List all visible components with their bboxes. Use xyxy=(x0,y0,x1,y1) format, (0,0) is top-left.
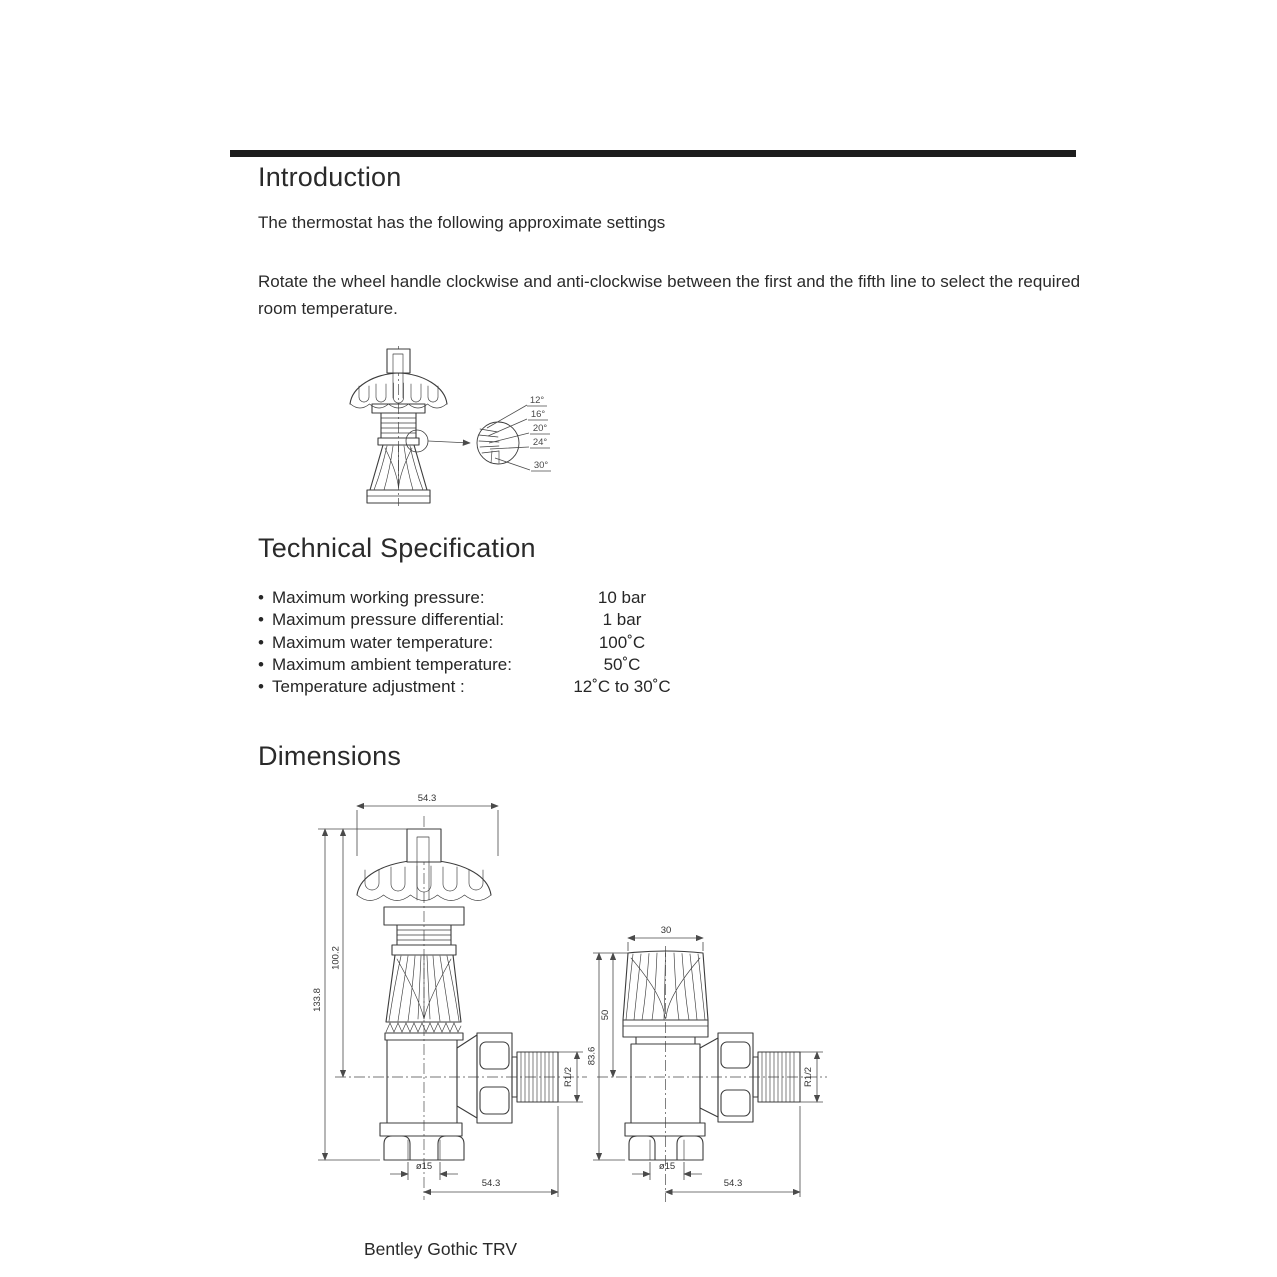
dim-left-height-to-center: 100.2 xyxy=(330,946,342,970)
temp-label-16: 16° xyxy=(530,409,546,420)
figure-caption: Bentley Gothic TRV xyxy=(364,1239,518,1259)
spec-row xyxy=(258,632,738,654)
section-heading-dimensions: Dimensions xyxy=(258,741,402,771)
intro-paragraph-1: The thermostat has the following approximate settings xyxy=(258,213,666,232)
dim-right-depth: 54.3 xyxy=(723,1178,743,1189)
trv-head-drawing xyxy=(350,346,470,506)
spec-row xyxy=(258,609,738,631)
intro-paragraph-2: Rotate the wheel handle clockwise and anti-clockwise between the first and the fifth line to select the required room temperature. xyxy=(258,272,1081,318)
temp-label-20: 20° xyxy=(532,423,548,434)
spec-value: 50˚C xyxy=(603,654,641,674)
spec-label: Maximum pressure differential: xyxy=(272,610,505,630)
spec-row xyxy=(258,587,738,609)
spec-value: 10 bar xyxy=(597,588,647,607)
spec-row xyxy=(258,654,738,676)
dim-left-thread: R1/2 xyxy=(563,1066,574,1088)
temp-scale-labels xyxy=(527,395,551,471)
dim-left-width-top: 54.3 xyxy=(417,793,437,804)
spec-row xyxy=(258,676,738,698)
dim-right-width-top: 30 xyxy=(660,925,672,936)
spec-value: 12˚C to 30˚C xyxy=(573,677,671,697)
dim-left-depth: 54.3 xyxy=(481,1178,501,1189)
spec-value: 1 bar xyxy=(602,610,642,630)
bullet: • xyxy=(258,654,264,674)
spec-label: Maximum ambient temperature: xyxy=(272,654,512,674)
dimension-figure-lockshield xyxy=(585,920,830,1208)
dim-right-height-total: 83.6 xyxy=(586,1046,598,1066)
spec-list xyxy=(258,587,738,698)
temp-label-30: 30° xyxy=(533,460,549,471)
dim-left-height-total: 133.8 xyxy=(312,988,323,1012)
bullet: • xyxy=(258,588,264,607)
temp-label-24: 24° xyxy=(532,437,548,448)
section-heading-technical-specification: Technical Specification xyxy=(258,533,536,563)
intro-figure-trv-head xyxy=(340,344,570,514)
top-rule xyxy=(230,150,1076,157)
bullet: • xyxy=(258,632,264,652)
bullet: • xyxy=(258,677,264,697)
dimension-figure-trv xyxy=(300,788,600,1208)
dim-right-knob-height: 50 xyxy=(600,1009,611,1021)
dim-right-bore: ø15 xyxy=(658,1161,676,1172)
spec-value: 100˚C xyxy=(598,632,646,652)
spec-label: Temperature adjustment : xyxy=(272,677,465,697)
temp-label-12: 12° xyxy=(529,395,545,406)
bullet: • xyxy=(258,610,264,630)
temp-scale-callout xyxy=(477,395,551,471)
lockshield-valve-drawing xyxy=(623,951,800,1160)
spec-label: Maximum working pressure: xyxy=(272,588,485,607)
dim-right-thread: R1/2 xyxy=(803,1066,814,1088)
section-heading-introduction: Introduction xyxy=(258,162,402,192)
dim-left-bore: ø15 xyxy=(415,1161,433,1172)
dim-lines xyxy=(587,925,824,1197)
trv-valve-drawing xyxy=(357,829,558,1160)
spec-label: Maximum water temperature: xyxy=(272,632,494,652)
